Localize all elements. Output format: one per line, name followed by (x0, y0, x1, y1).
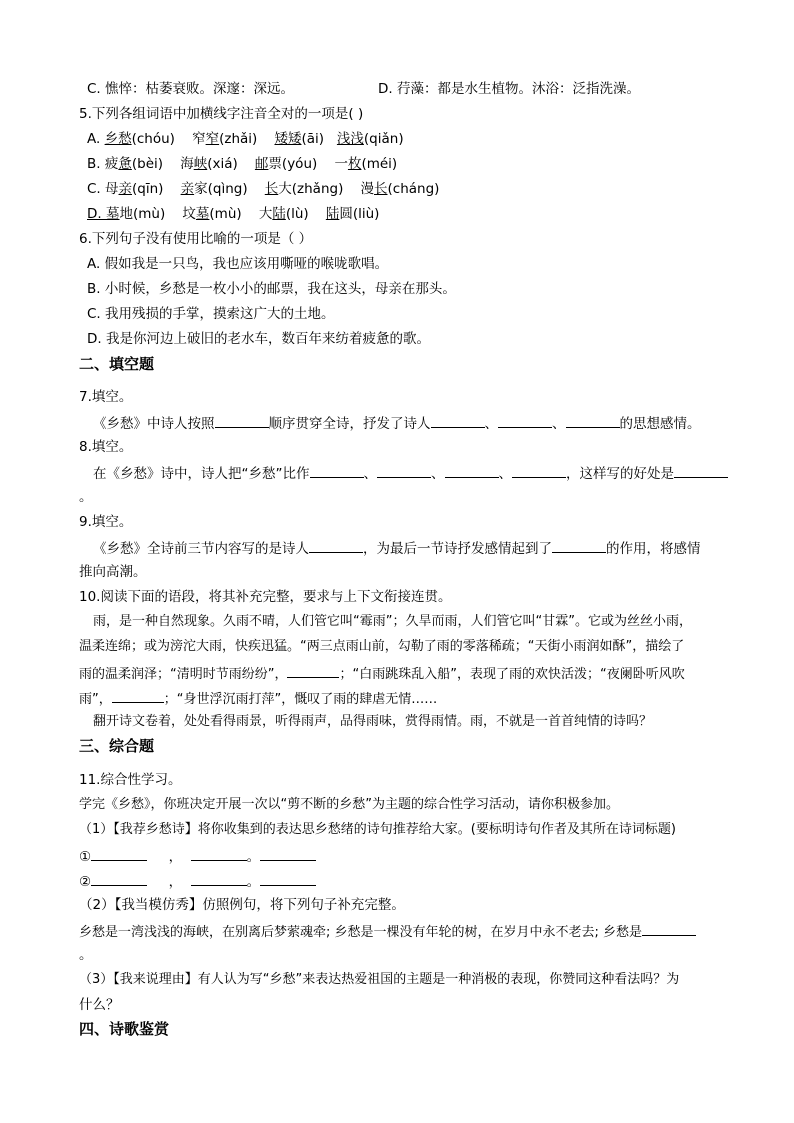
answer-blank[interactable] (377, 463, 431, 478)
answer-blank[interactable] (287, 663, 339, 678)
answer-blank[interactable] (512, 463, 566, 478)
answer-blank[interactable] (91, 846, 147, 861)
q10-stem: 10.阅读下面的语段，将其补充完整，要求与上下文衔接连贯。 (79, 589, 452, 605)
q6-option-c: C. 我用残损的手掌，摸索这广大的土地。 (87, 306, 335, 322)
q11-intro: 学完《乡愁》，你班决定开展一次以“剪不断的乡愁”为主题的综合性学习活动，请你积极参加。 (79, 797, 619, 812)
answer-blank[interactable] (642, 921, 696, 936)
q10-line-3: 雨的温柔润泽；“清明时节雨纷纷”， ；“白雨跳珠乱入船”，表现了雨的欢快活泼；“夜阑卧听风吹 (79, 663, 685, 684)
q4-option-d: D. 荇藻：都是水生植物。沐浴：泛指洗澡。 (378, 81, 640, 97)
q9-body-end: 推向高潮。 (79, 564, 147, 580)
answer-blank[interactable] (309, 538, 363, 553)
q11-answer-row-2: ② ， 。 (79, 871, 316, 891)
answer-blank[interactable] (498, 413, 552, 428)
answer-blank[interactable] (431, 413, 485, 428)
answer-blank[interactable] (191, 846, 247, 861)
q11-part-3: （3）【我来说理由】有人认为写“乡愁”来表达热爱祖国的主题是一种消极的表现，你赞同这种看法吗？为 (79, 972, 680, 987)
q11-example-end: 。 (79, 947, 93, 963)
q10-line-5: 翻开诗文卷着，处处看得雨景，听得雨声，品得雨味，赏得雨情。雨，不就是一首首纯情的诗吗？ (93, 714, 653, 729)
q8-stem: 8.填空。 (79, 439, 133, 455)
q6-option-d: D. 我是你河边上破旧的老水车，数百年来纺着疲惫的歌。 (87, 331, 430, 347)
q4-option-c: C. 憔悴：枯萎衰败。深邃：深远。 (87, 81, 295, 97)
q5-stem: 5.下列各组词语中加横线字注音全对的一项是( ) (79, 106, 364, 122)
answer-blank[interactable] (260, 846, 316, 861)
answer-blank[interactable] (215, 413, 269, 428)
q11-part-3-end: 什么？ (79, 997, 120, 1013)
section-heading-comprehensive: 三、综合题 (79, 737, 155, 755)
answer-blank[interactable] (112, 688, 164, 703)
answer-blank[interactable] (310, 463, 364, 478)
section-heading-poetry-appreciation: 四、诗歌鉴赏 (79, 1020, 170, 1038)
q5-option-a: A. 乡愁(chóu) 窄窄(zhǎi) 矮矮(āi) 浅浅(qiǎn) (87, 131, 404, 147)
q8-body: 在《乡愁》诗中，诗人把“乡愁”比作 、 、 、 ，这样写的好处是 (93, 463, 728, 483)
answer-blank[interactable] (552, 538, 606, 553)
q11-example: 乡愁是一湾浅浅的海峡，在别离后梦萦魂牵; 乡愁是一棵没有年轮的树，在岁月中永不老去; 乡愁是 (79, 921, 696, 942)
q7-body: 《乡愁》中诗人按照 顺序贯穿全诗，抒发了诗人 、 、 的思想感情。 (93, 413, 701, 433)
q7-stem: 7.填空。 (79, 389, 133, 405)
answer-blank[interactable] (191, 871, 247, 886)
q9-stem: 9.填空。 (79, 514, 133, 530)
q11-part-2: （2）【我当模仿秀】仿照例句，将下列句子补充完整。 (79, 897, 405, 913)
q11-stem: 11.综合性学习。 (79, 772, 182, 788)
answer-blank[interactable] (566, 413, 620, 428)
answer-blank[interactable] (445, 463, 499, 478)
q5-option-d: D. 墓地(mù) 坟墓(mù) 大陆(lù) 陆圆(liù) (87, 206, 380, 222)
answer-blank[interactable] (674, 463, 728, 478)
q5-option-b: B. 疲惫(bèi) 海峡(xiá) 邮票(yóu) 一枚(méi) (87, 156, 398, 172)
q8-end: 。 (79, 489, 93, 505)
q6-option-a: A. 假如我是一只鸟，我也应该用嘶哑的喉咙歌唱。 (87, 256, 389, 272)
q10-line-1: 雨，是一种自然现象。久雨不晴，人们管它叫“霉雨”；久旱而雨，人们管它叫“甘霖”。它或为丝丝小雨， (93, 614, 692, 629)
section-heading-fill-blanks: 二、填空题 (79, 355, 155, 373)
q6-option-b: B. 小时候，乡愁是一枚小小的邮票，我在这头，母亲在那头。 (87, 281, 456, 297)
q10-line-4: 雨”， ；“身世浮沉雨打萍”，慨叹了雨的肆虐无情…… (79, 688, 437, 709)
q11-answer-row-1: ① ， 。 (79, 846, 316, 866)
q6-stem: 6.下列句子没有使用比喻的一项是（ ） (79, 231, 313, 247)
q9-body: 《乡愁》全诗前三节内容写的是诗人 ，为最后一节诗抒发感情起到了 的作用，将感情 (93, 538, 701, 558)
answer-blank[interactable] (91, 871, 147, 886)
answer-blank[interactable] (260, 871, 316, 886)
q10-line-2: 温柔连绵；或为滂沱大雨，快疾迅猛。“两三点雨山前，勾勒了雨的零落稀疏；“天街小雨润如酥”，描绘了 (79, 639, 685, 654)
q5-option-c: C. 母亲(qīn) 亲家(qìng) 长大(zhǎng) 漫长(cháng) (87, 181, 440, 197)
q11-part-1: （1）【我荐乡愁诗】将你收集到的表达思乡愁绪的诗句推荐给大家。(要标明诗句作者及其所在诗词标题) (79, 822, 676, 837)
